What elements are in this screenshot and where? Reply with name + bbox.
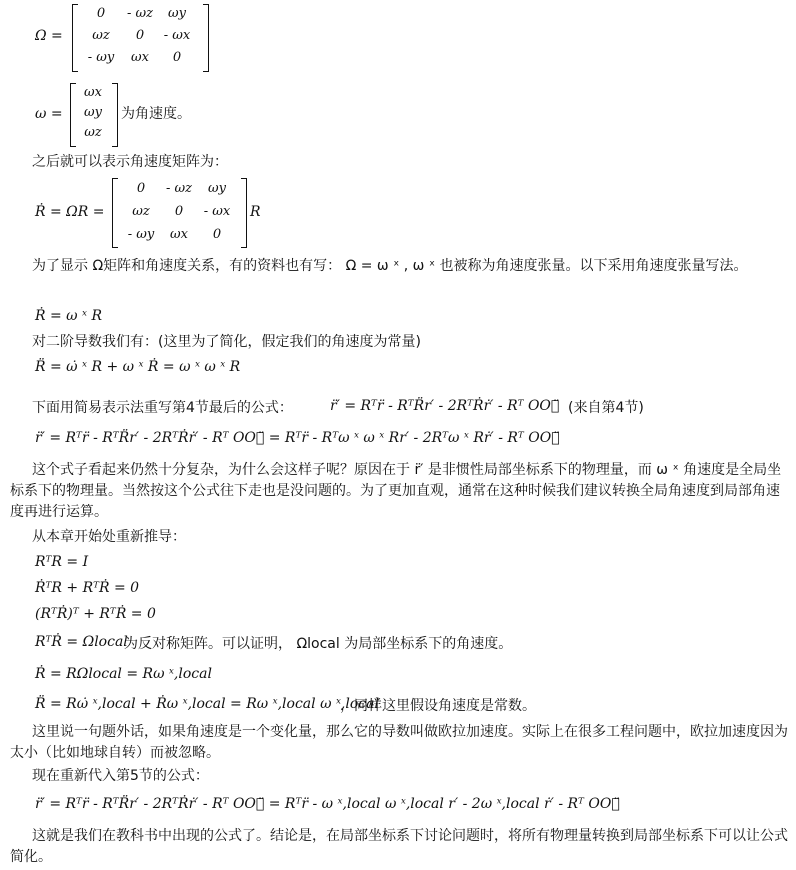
omega-m01: - ωz	[127, 6, 153, 21]
omega-m02: ωy	[168, 6, 186, 21]
rdot-m00: 0	[136, 181, 146, 196]
omega-matrix-label: Ω =	[35, 28, 63, 44]
eq-rtr: RᵀR = I	[35, 554, 89, 570]
eq-local-1: RᵀṘ = Ωlocal	[35, 634, 128, 650]
eq-rdot-wx: Ṙ = ω ˣ R	[35, 308, 102, 324]
rdot-suffix: R	[250, 204, 261, 220]
rdot-m10: ωz	[132, 204, 150, 219]
para-conclusion: 这就是我们在教科书中出现的公式了。结论是，在局部坐标系下讨论问题时，将所有物理量转换到局部坐标系下可以让公式简化。	[10, 828, 788, 865]
omega-v2: ωz	[84, 125, 102, 140]
line-from-here: 从本章开始处重新推导：	[32, 529, 186, 545]
omega-m22: 0	[172, 50, 182, 65]
rdot-m21: ωx	[170, 227, 188, 242]
omega-m12: - ωx	[163, 28, 191, 43]
para-complex: 这个式子看起来仍然十分复杂，为什么会这样子呢？原因在于 r̈′ 是非惯性局部坐标系下的物理量，而 ω ˣ 角速度是全局坐标系下的物理量。当然按这个公式往下走也是没问题的。为了更加直观，通常在这种时候我们建议转换全局角速度到局部角速度再进行运算。	[10, 462, 782, 520]
rdot-m22: 0	[212, 227, 222, 242]
rdot-label: Ṙ = ΩR =	[35, 204, 105, 220]
eq-rtr-dot2: (RᵀṘ)ᵀ + RᵀṘ = 0	[35, 606, 156, 622]
omega-vector	[70, 83, 118, 147]
eq-long-2: r̈′ = Rᵀr̈ - RᵀR̈r′ - 2RᵀṘṙ′ - Rᵀ OO⃗̈ = Rᵀr̈ - ω ˣ,local ω ˣ,local r′ - 2ω ˣ,local ṙ′ - Rᵀ OO⃗̈	[35, 796, 620, 812]
omega-m10: ωz	[92, 28, 110, 43]
eq-rewrite-inline: r̈′ = Rᵀr̈ - RᵀR̈r′ - 2RᵀṘṙ′ - Rᵀ OO⃗̈	[330, 398, 560, 414]
omega-m20: - ωy	[87, 50, 115, 65]
omega-m11: 0	[135, 28, 145, 43]
eq-long-1: r̈′ = Rᵀr̈ - RᵀR̈r′ - 2RᵀṘṙ′ - Rᵀ OO⃗̈ = Rᵀr̈ - Rᵀω ˣ ω ˣ Rr′ - 2Rᵀω ˣ Rṙ′ - Rᵀ OO⃗̈	[35, 430, 560, 446]
omega-m21: ωx	[131, 50, 149, 65]
omega-v0: ωx	[84, 85, 102, 100]
line-sub5: 现在重新代入第5节的公式：	[32, 768, 209, 784]
line-rewrite: 下面用简易表示法重写第4节最后的公式：	[32, 400, 293, 416]
line-then: 之后就可以表示角速度矩阵为：	[32, 154, 228, 170]
eq-rddot: R̈ = ω̇ ˣ R + ω ˣ Ṙ = ω ˣ ω ˣ R	[35, 359, 241, 375]
eq-rtr-dot: ṘᵀR + RᵀṘ = 0	[35, 580, 140, 596]
omega-matrix	[72, 4, 209, 72]
rdot-m20: - ωy	[127, 227, 155, 242]
eq-local-2: Ṙ = RΩlocal = Rω ˣ,local	[35, 666, 212, 682]
omega-m00: 0	[96, 6, 106, 21]
omega-vector-label: ω =	[35, 106, 63, 122]
line-second: 对二阶导数我们有：(这里为了简化，假定我们的角速度为常量)	[32, 334, 421, 350]
para-display: 为了显示 Ω矩阵和角速度关系，有的资料也有写： Ω = ω ˣ , ω ˣ 也被称为角速度张量。以下采用角速度张量写法。	[32, 258, 748, 274]
omega-vector-text: 为角速度。	[121, 106, 191, 122]
eq-local-3-text: ，同样这里假设角速度是常数。	[340, 698, 536, 714]
rdot-matrix	[112, 178, 247, 248]
rdot-m12: - ωx	[203, 204, 231, 219]
line-rewrite-source: (来自第4节)	[568, 400, 644, 416]
rdot-m11: 0	[174, 204, 184, 219]
rdot-m01: - ωz	[166, 181, 192, 196]
rdot-m02: ωy	[208, 181, 226, 196]
para-euler: 这里说一句题外话，如果角速度是一个变化量，那么它的导数叫做欧拉加速度。实际上在很多工程问题中，欧拉加速度因为太小（比如地球自转）而被忽略。	[10, 724, 788, 761]
eq-local-3: R̈ = Rω̇ ˣ,local + Ṙω ˣ,local = Rω ˣ,local ω ˣ,local	[35, 696, 379, 712]
eq-local-1-text: 为反对称矩阵。可以证明， Ωlocal 为局部坐标系下的角速度。	[124, 636, 513, 652]
omega-v1: ωy	[84, 105, 102, 120]
